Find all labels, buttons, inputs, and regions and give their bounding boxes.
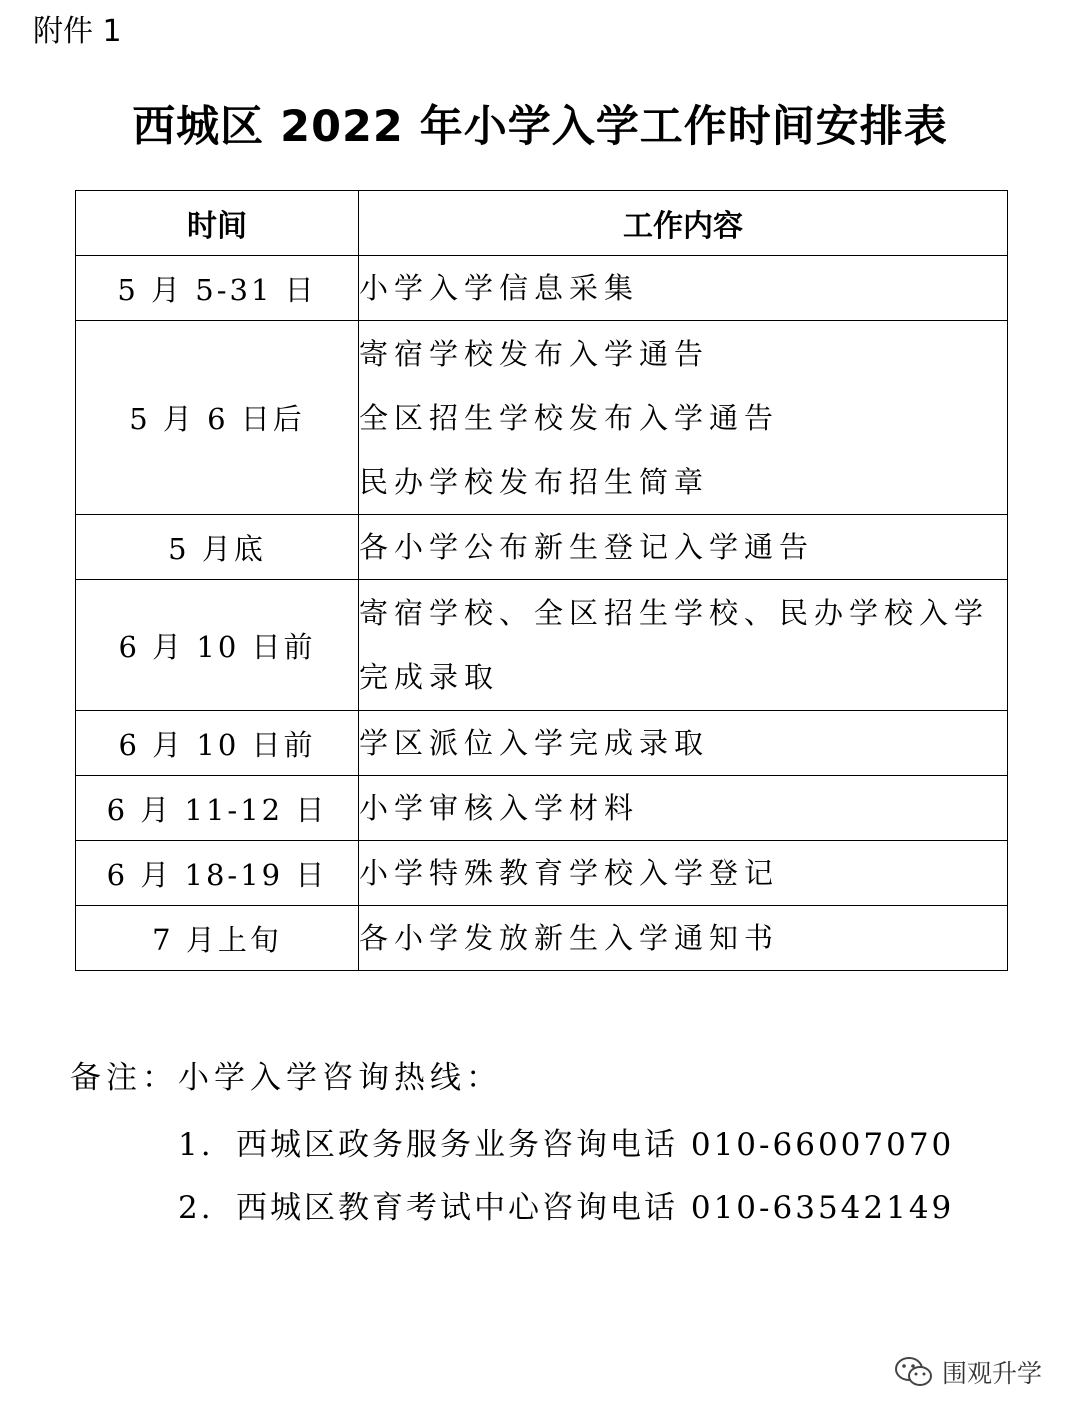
work-item: 小学入学信息采集 (359, 271, 640, 305)
schedule-table (75, 190, 1008, 971)
header-time: 时间 (76, 191, 359, 256)
wechat-icon (894, 1355, 934, 1389)
hotline-number: 2. (178, 1190, 214, 1226)
row-work (359, 841, 1008, 906)
table-header-row (76, 191, 1008, 256)
row-time: 6 月 11-12 日 (76, 776, 359, 841)
row-work (359, 256, 1008, 321)
hotline-item (178, 1188, 954, 1228)
work-item: 寄宿学校发布入学通告 (359, 336, 710, 371)
table-row (76, 515, 1008, 580)
table-row (76, 711, 1008, 776)
row-time: 7 月上旬 (76, 906, 359, 971)
work-item: 寄宿学校、全区招生学校、民办学校入学 (359, 596, 990, 630)
table-row (76, 906, 1008, 971)
row-time: 6 月 10 日前 (76, 711, 359, 776)
row-work (359, 776, 1008, 841)
hotline-number: 1. (178, 1127, 214, 1163)
row-time: 6 月 18-19 日 (76, 841, 359, 906)
table-row (76, 256, 1008, 321)
header-work: 工作内容 (359, 191, 1008, 256)
notes-heading: 备注：小学入学咨询热线： (70, 1060, 502, 1096)
attachment-label: 附件 1 (33, 14, 122, 49)
table-row (76, 841, 1008, 906)
work-item: 完成录取 (359, 660, 500, 694)
row-work (359, 515, 1008, 580)
work-item: 各小学发放新生入学通知书 (359, 921, 780, 955)
row-work (359, 321, 1008, 515)
work-item: 民办学校发布招生简章 (359, 464, 710, 499)
row-work (359, 906, 1008, 971)
work-item: 全区招生学校发布入学通告 (359, 400, 780, 435)
hotline-item (178, 1125, 954, 1165)
row-time: 5 月 5-31 日 (76, 256, 359, 321)
page-title: 西城区 2022 年小学入学工作时间安排表 (132, 102, 948, 152)
hotline-text: 西城区政务服务业务咨询电话 010-66007070 (236, 1127, 955, 1163)
work-item: 学区派位入学完成录取 (359, 726, 710, 760)
row-time: 6 月 10 日前 (76, 580, 359, 711)
work-item: 各小学公布新生登记入学通告 (359, 530, 815, 564)
row-work (359, 580, 1008, 711)
row-work (359, 711, 1008, 776)
watermark (894, 1350, 1042, 1394)
row-time: 5 月底 (76, 515, 359, 580)
watermark-text: 围观升学 (941, 1359, 1042, 1388)
work-item: 小学特殊教育学校入学登记 (359, 856, 780, 890)
work-item: 小学审核入学材料 (359, 791, 640, 825)
hotline-text: 西城区教育考试中心咨询电话 010-63542149 (236, 1190, 955, 1226)
table-row (76, 580, 1008, 711)
row-time: 5 月 6 日后 (76, 321, 359, 515)
table-row (76, 321, 1008, 515)
table-row (76, 776, 1008, 841)
